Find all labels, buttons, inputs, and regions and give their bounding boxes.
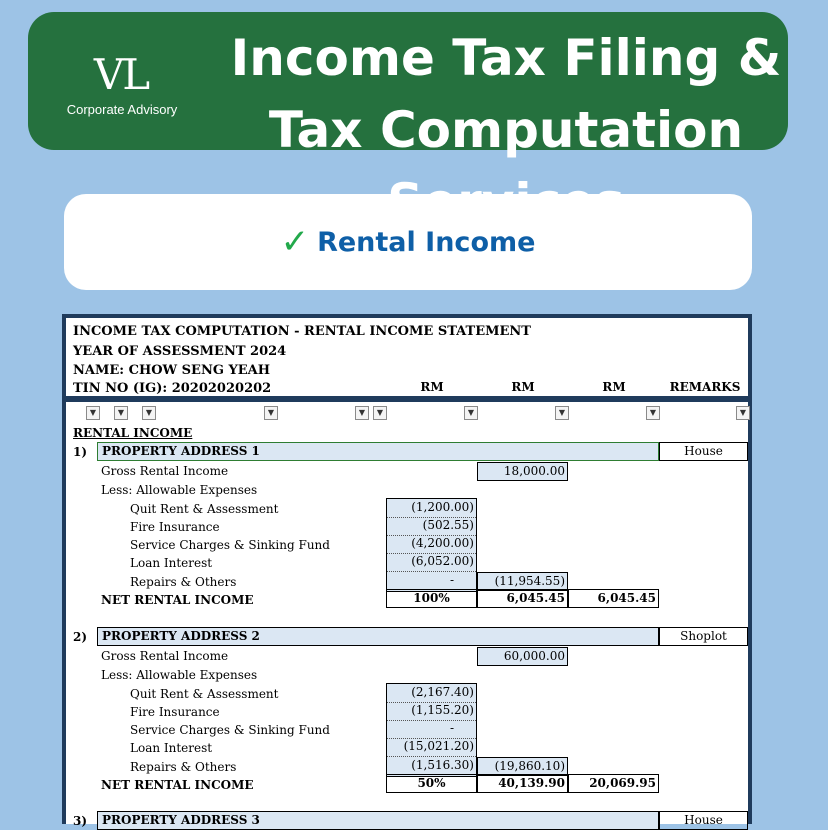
gross-label: Gross Rental Income — [101, 649, 229, 663]
filter-dropdown-icon[interactable]: ▼ — [142, 406, 156, 420]
property-remark[interactable]: House — [659, 442, 748, 461]
net-rental-value[interactable]: 40,139.90 — [477, 774, 568, 793]
ownership-share[interactable]: 50% — [386, 774, 477, 793]
expense-value[interactable]: (15,021.20) — [387, 738, 476, 757]
total-expenses[interactable]: (19,860.10) — [477, 757, 568, 776]
pill-title: Rental Income — [317, 226, 536, 258]
gross-label: Gross Rental Income — [101, 464, 229, 478]
property-address-cell[interactable]: PROPERTY ADDRESS 3 — [97, 811, 659, 830]
expense-value[interactable]: (2,167.40) — [387, 684, 476, 703]
filter-dropdown-icon[interactable]: ▼ — [555, 406, 569, 420]
section-title: RENTAL INCOME — [73, 426, 193, 440]
net-rental-share[interactable]: 20,069.95 — [568, 774, 659, 793]
statement-title: INCOME TAX COMPUTATION - RENTAL INCOME STATEMENT — [73, 324, 531, 339]
net-rental-share[interactable]: 6,045.45 — [568, 589, 659, 608]
filter-dropdown-icon[interactable]: ▼ — [355, 406, 369, 420]
logo: VL — [93, 50, 149, 99]
gross-rental-value[interactable]: 60,000.00 — [477, 647, 568, 666]
property-address-cell[interactable]: PROPERTY ADDRESS 1 — [97, 442, 659, 461]
expense-value[interactable]: (1,200.00) — [387, 499, 476, 518]
filter-dropdown-icon[interactable]: ▼ — [646, 406, 660, 420]
property-number: 2) — [73, 630, 88, 644]
checkmark-icon: ✓ — [280, 222, 310, 262]
property-number: 1) — [73, 445, 88, 459]
year-of-assessment: YEAR OF ASSESSMENT 2024 — [73, 344, 287, 359]
expense-label: Loan Interest — [130, 556, 213, 570]
filter-dropdown-icon[interactable]: ▼ — [464, 406, 478, 420]
expense-label: Loan Interest — [130, 741, 213, 755]
property-remark[interactable]: Shoplot — [659, 627, 748, 646]
tin-number: TIN NO (IG): 20202020202 — [73, 381, 272, 396]
expense-label: Repairs & Others — [130, 575, 237, 589]
expense-label: Service Charges & Sinking Fund — [130, 538, 330, 552]
filter-dropdown-icon[interactable]: ▼ — [114, 406, 128, 420]
column-header-remarks: REMARKS — [669, 380, 741, 394]
section-pill — [64, 194, 752, 290]
column-header-rm-2: RM — [511, 380, 535, 394]
filter-dropdown-icon[interactable]: ▼ — [736, 406, 750, 420]
total-expenses[interactable]: (11,954.55) — [477, 572, 568, 591]
expense-value[interactable]: (4,200.00) — [387, 535, 476, 554]
banner-title: Income Tax Filing & Tax Computation — [230, 29, 782, 159]
filter-row — [66, 402, 748, 424]
expense-value[interactable]: (1,516.30) — [411, 758, 474, 772]
expense-label: Repairs & Others — [130, 760, 237, 774]
property-address-cell[interactable]: PROPERTY ADDRESS 2 — [97, 627, 659, 646]
gross-rental-value[interactable]: 18,000.00 — [477, 462, 568, 481]
expense-label: Fire Insurance — [130, 705, 220, 719]
less-label: Less: Allowable Expenses — [101, 668, 258, 682]
expense-value[interactable]: (502.55) — [387, 517, 476, 536]
expense-label: Fire Insurance — [130, 520, 220, 534]
net-label: NET RENTAL INCOME — [101, 778, 254, 792]
header-banner — [28, 12, 788, 159]
filter-dropdown-icon[interactable]: ▼ — [373, 406, 387, 420]
spreadsheet — [62, 314, 752, 828]
taxpayer-name: NAME: CHOW SENG YEAH — [73, 363, 271, 378]
expense-label: Service Charges & Sinking Fund — [130, 723, 330, 737]
property-number: 3) — [73, 814, 88, 828]
expense-label: Quit Rent & Assessment — [130, 502, 279, 516]
net-label: NET RENTAL INCOME — [101, 593, 254, 607]
net-rental-value[interactable]: 6,045.45 — [477, 589, 568, 608]
less-label: Less: Allowable Expenses — [101, 483, 258, 497]
filter-dropdown-icon[interactable]: ▼ — [264, 406, 278, 420]
ownership-share[interactable]: 100% — [386, 589, 477, 608]
expense-value[interactable]: (6,052.00) — [387, 553, 476, 572]
column-header-rm-1: RM — [420, 380, 444, 394]
expense-value[interactable]: - — [449, 573, 454, 587]
expense-label: Quit Rent & Assessment — [130, 687, 279, 701]
logo-subtitle: Corporate Advisory — [66, 102, 178, 117]
expense-value[interactable]: - — [387, 720, 476, 739]
column-header-rm-3: RM — [602, 380, 626, 394]
property-remark[interactable]: House — [659, 811, 748, 830]
expense-value[interactable]: (1,155.20) — [387, 702, 476, 721]
filter-dropdown-icon[interactable]: ▼ — [86, 406, 100, 420]
sheet-header — [66, 318, 748, 402]
